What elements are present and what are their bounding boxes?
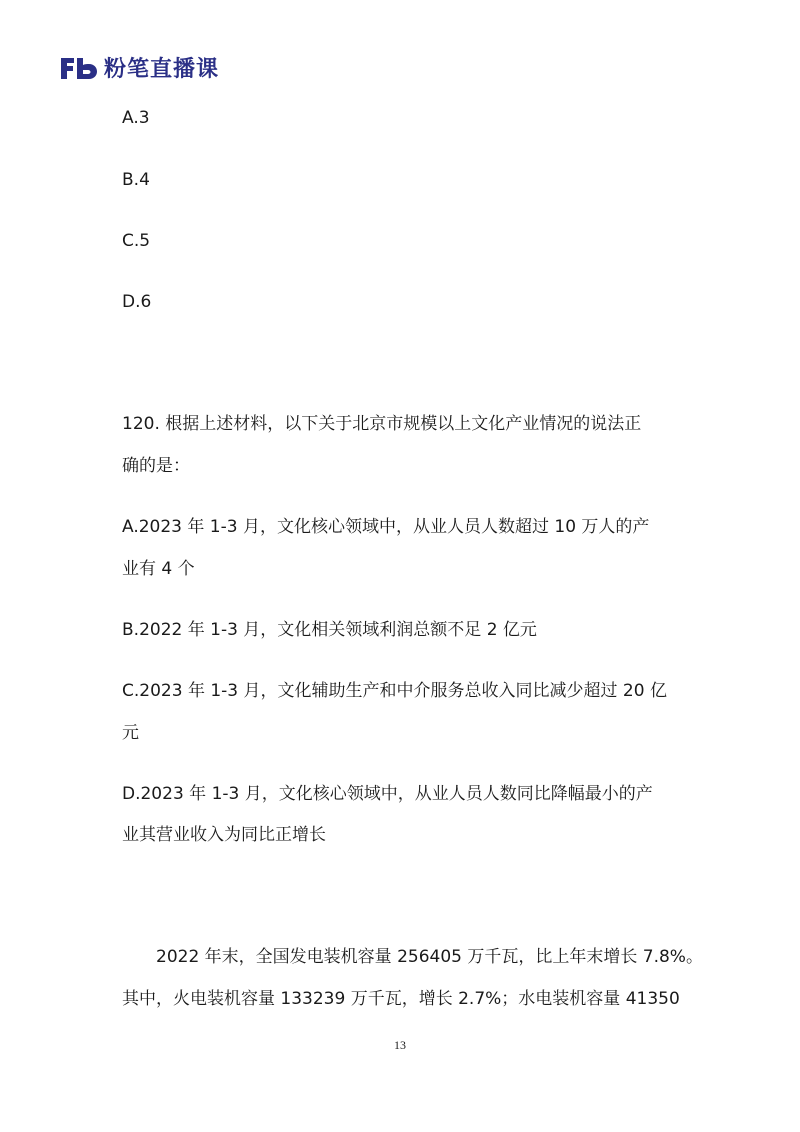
prev-option-a: A.3 (122, 108, 150, 128)
passage-line-2: 其中，火电装机容量 133239 万千瓦，增长 2.7%；水电装机容量 41350 (122, 989, 680, 1009)
passage-line-1: 2022 年末，全国发电装机容量 256405 万千瓦，比上年末增长 7.8%。 (156, 947, 703, 967)
brand-logo (58, 52, 219, 83)
option-c-line-2: 元 (122, 723, 139, 743)
question-stem-line-2: 确的是： (122, 456, 190, 476)
option-b-line-1: B.2022 年 1-3 月，文化相关领域利润总额不足 2 亿元 (122, 620, 537, 640)
prev-option-c: C.5 (122, 231, 151, 251)
option-c-line-1: C.2023 年 1-3 月，文化辅助生产和中介服务总收入同比减少超过 20 亿 (122, 681, 667, 701)
option-a-line-1: A.2023 年 1-3 月，文化核心领域中，从业人员人数超过 10 万人的产 (122, 517, 650, 537)
logo-text: 粉笔直播课 (104, 57, 220, 82)
page-number: 13 (394, 1038, 406, 1052)
prev-option-d: D.6 (122, 292, 152, 312)
prev-option-b: B.4 (122, 170, 150, 190)
option-a-line-2: 业有 4 个 (122, 559, 195, 579)
option-d-line-2: 业其营业收入为同比正增长 (122, 825, 326, 845)
option-d-line-1: D.2023 年 1-3 月，文化核心领域中，从业人员人数同比降幅最小的产 (122, 784, 653, 804)
fb-logo-icon (58, 54, 100, 82)
question-stem-line-1: 120. 根据上述材料，以下关于北京市规模以上文化产业情况的说法正 (122, 414, 642, 434)
